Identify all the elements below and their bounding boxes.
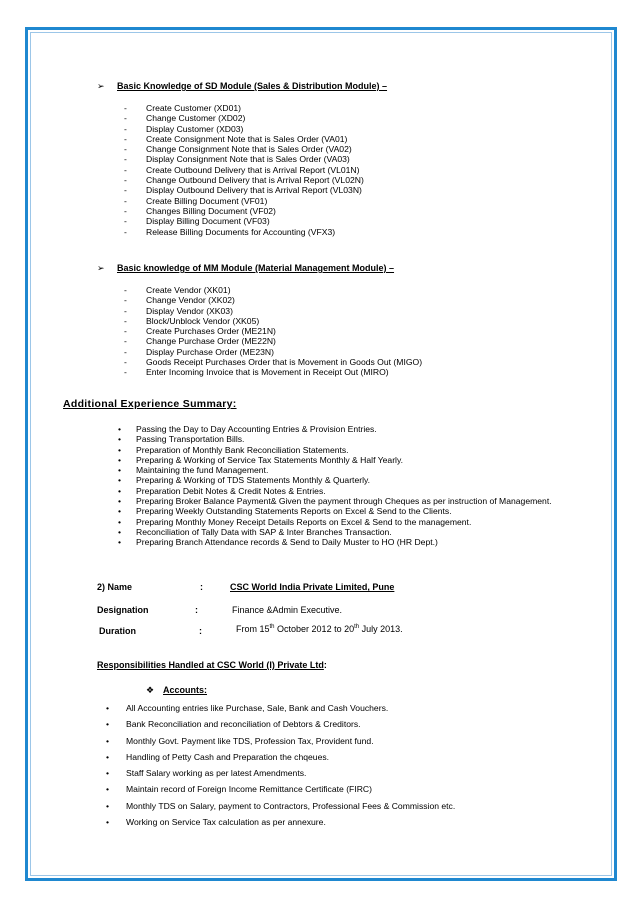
list-item <box>124 216 364 227</box>
designation-value: Finance &Admin Executive. <box>232 605 343 615</box>
bullet-icon: • <box>118 454 122 465</box>
list-item <box>124 154 364 165</box>
list-item <box>124 144 364 155</box>
list-item-text: Enter Incoming Invoice that is Movement in Receipt Out (MIRO) <box>146 367 389 378</box>
list-item <box>106 751 455 767</box>
list-item <box>124 226 364 237</box>
dash-bullet-icon: - <box>124 357 127 368</box>
list-item-text: Preparing & Working of TDS Statements Monthly & Quarterly. <box>136 475 371 486</box>
dash-bullet-icon: - <box>124 133 127 144</box>
list-item <box>124 123 364 134</box>
list-item <box>124 205 364 216</box>
bullet-icon: • <box>106 800 110 811</box>
list-item-text: Maintain record of Foreign Income Remittance Certificate (FIRC) <box>126 784 372 795</box>
list-item-text: Preparing Branch Attendance records & Send to Daily Muster to HO (HR Dept.) <box>136 537 438 548</box>
dash-bullet-icon: - <box>124 175 127 186</box>
list-item-text: Preparing Monthly Money Receipt Details Reports on Excel & Send to the management. <box>136 516 472 527</box>
list-item <box>124 113 364 124</box>
list-item-text: Monthly Govt. Payment like TDS, Profession Tax, Provident fund. <box>126 735 374 746</box>
list-item-text: Working on Service Tax calculation as per annexure. <box>126 817 326 828</box>
bullet-icon: • <box>106 768 110 779</box>
list-item <box>124 103 364 113</box>
dash-bullet-icon: - <box>124 144 127 155</box>
dash-bullet-icon: - <box>124 195 127 206</box>
dash-bullet-icon: - <box>124 336 127 347</box>
dash-bullet-icon: - <box>124 326 127 337</box>
list-item <box>124 315 422 326</box>
list-item-text: Bank Reconciliation and reconciliation of Debtors & Creditors. <box>126 719 361 730</box>
list-item-text: Change Consignment Note that is Sales Order (VA02) <box>146 144 352 155</box>
bullet-icon: • <box>106 784 110 795</box>
duration-value: From 15th October 2012 to 20th July 2013. <box>236 624 403 634</box>
bullet-icon: • <box>118 537 122 548</box>
list-item-text: Preparing Broker Balance Payment& Given the payment through Cheques as per instruction of Management. <box>136 496 552 507</box>
name-label: 2) Name <box>97 582 133 592</box>
list-item <box>118 496 586 507</box>
dash-bullet-icon: - <box>124 216 127 227</box>
bullet-icon: • <box>118 506 122 517</box>
list-item-text: Maintaining the fund Management. <box>136 465 269 476</box>
list-item-text: Change Customer (XD02) <box>146 113 246 124</box>
list-item <box>124 346 422 357</box>
dash-bullet-icon: - <box>124 164 127 175</box>
list-item <box>124 133 364 144</box>
bullet-icon: • <box>118 485 122 496</box>
list-item-text: Change Purchase Order (ME22N) <box>146 336 276 347</box>
sd-module-heading: Basic Knowledge of SD Module (Sales & Distribution Module) – <box>117 81 388 91</box>
list-item-text: Block/Unblock Vendor (XK05) <box>146 315 260 326</box>
bullet-icon: • <box>118 434 122 445</box>
duration-colon: : <box>199 626 202 636</box>
list-item <box>106 767 455 783</box>
dash-bullet-icon: - <box>124 295 127 306</box>
bullet-icon: • <box>118 424 122 434</box>
bullet-icon: • <box>118 496 122 507</box>
dash-bullet-icon: - <box>124 205 127 216</box>
list-item-text: Preparing & Working of Service Tax Statements Monthly & Half Yearly. <box>136 454 404 465</box>
list-item <box>118 485 586 496</box>
list-item-text: Display Consignment Note that is Sales Order (VA03) <box>146 154 350 165</box>
duration-label: Duration <box>99 626 136 636</box>
list-item <box>124 367 422 378</box>
additional-experience-heading: Additional Experience Summary: <box>63 398 237 410</box>
list-item-text: Create Vendor (XK01) <box>146 285 231 295</box>
list-item <box>124 336 422 347</box>
name-colon: : <box>200 582 203 592</box>
list-item <box>124 357 423 368</box>
bullet-icon: • <box>118 516 122 527</box>
responsibilities-heading: Responsibilities Handled at CSC World (I) Private Ltd: <box>97 660 327 670</box>
bullet-icon: • <box>106 735 110 746</box>
list-item-text: Display Customer (XD03) <box>146 123 244 134</box>
list-item <box>118 506 586 517</box>
list-item-text: Create Purchases Order (ME21N) <box>146 326 276 337</box>
bullet-icon: • <box>106 703 110 713</box>
responsibilities-list <box>106 702 456 832</box>
designation-colon: : <box>195 605 198 615</box>
dash-bullet-icon: - <box>124 315 127 326</box>
list-item <box>106 702 455 718</box>
list-item <box>124 164 364 175</box>
dash-bullet-icon: - <box>124 113 127 124</box>
mm-module-list <box>124 285 423 378</box>
list-item <box>124 175 364 186</box>
employer-name: CSC World India Private Limited, Pune <box>230 582 395 592</box>
list-item <box>124 185 364 196</box>
list-item <box>124 285 422 295</box>
list-item <box>124 305 422 316</box>
dash-bullet-icon: - <box>124 305 127 316</box>
bullet-icon: • <box>118 444 122 455</box>
sd-module-list <box>124 103 364 237</box>
list-item <box>124 195 364 206</box>
list-item-text: Display Billing Document (VF03) <box>146 216 270 227</box>
list-item-text: Preparation Debit Notes & Credit Notes & Entries. <box>136 485 326 496</box>
list-item <box>118 444 586 455</box>
list-item <box>106 816 455 832</box>
additional-experience-list <box>118 424 586 548</box>
dash-bullet-icon: - <box>124 367 127 378</box>
list-item <box>118 465 586 476</box>
designation-label: Designation <box>97 605 149 615</box>
bullet-icon: • <box>106 719 110 730</box>
list-item-text: Passing Transportation Bills. <box>136 434 245 445</box>
bullet-icon: • <box>106 751 110 762</box>
diamond-bullet-icon: ❖ <box>146 685 155 695</box>
list-item-text: Display Purchase Order (ME23N) <box>146 346 274 357</box>
list-item <box>106 800 456 816</box>
list-item <box>106 718 455 734</box>
list-item-text: All Accounting entries like Purchase, Sale, Bank and Cash Vouchers. <box>126 703 389 713</box>
dash-bullet-icon: - <box>124 123 127 134</box>
bullet-icon: • <box>106 817 110 828</box>
list-item <box>118 424 586 434</box>
list-item-text: Release Billing Documents for Accounting (VFX3) <box>146 226 336 237</box>
dash-bullet-icon: - <box>124 346 127 357</box>
list-item <box>124 295 422 306</box>
dash-bullet-icon: - <box>124 226 127 237</box>
list-item-text: Preparing Weekly Outstanding Statements Reports on Excel & Send to the Clients. <box>136 506 452 517</box>
list-item-text: Changes Billing Document (VF02) <box>146 205 276 216</box>
list-item <box>118 454 586 465</box>
dash-bullet-icon: - <box>124 154 127 165</box>
list-item-text: Create Customer (XD01) <box>146 103 242 113</box>
list-item-text: Staff Salary working as per latest Amendments. <box>126 768 307 779</box>
list-item-text: Passing the Day to Day Accounting Entries & Provision Entries. <box>136 424 377 434</box>
list-item <box>118 526 586 537</box>
arrow-bullet-icon: ➢ <box>97 263 105 273</box>
list-item-text: Reconciliation of Tally Data with SAP & Inter Branches Transaction. <box>136 526 392 537</box>
list-item <box>106 735 455 751</box>
list-item-text: Display Vendor (XK03) <box>146 305 233 316</box>
list-item <box>106 783 455 799</box>
list-item-text: Create Outbound Delivery that is Arrival Report (VL01N) <box>146 164 360 175</box>
list-item-text: Change Outbound Delivery that is Arrival Report (VL02N) <box>146 175 364 186</box>
dash-bullet-icon: - <box>124 285 127 295</box>
dash-bullet-icon: - <box>124 185 127 196</box>
list-item-text: Create Billing Document (VF01) <box>146 195 268 206</box>
list-item <box>118 516 586 527</box>
bullet-icon: • <box>118 526 122 537</box>
list-item <box>118 537 586 548</box>
list-item-text: Preparation of Monthly Bank Reconciliation Statements. <box>136 444 349 455</box>
list-item <box>118 434 586 445</box>
list-item-text: Monthly TDS on Salary, payment to Contractors, Professional Fees & Commission etc. <box>126 800 456 811</box>
list-item-text: Change Vendor (XK02) <box>146 295 235 306</box>
bullet-icon: • <box>118 475 122 486</box>
list-item-text: Handling of Petty Cash and Preparation the chqeues. <box>126 751 330 762</box>
dash-bullet-icon: - <box>124 103 127 113</box>
mm-module-heading: Basic knowledge of MM Module (Material Management Module) – <box>117 263 395 273</box>
arrow-bullet-icon: ➢ <box>97 81 105 91</box>
accounts-subheading: Accounts: <box>163 685 208 695</box>
list-item <box>118 475 586 486</box>
list-item-text: Display Outbound Delivery that is Arrival Report (VL03N) <box>146 185 362 196</box>
list-item-text: Create Consignment Note that is Sales Order (VA01) <box>146 133 348 144</box>
list-item-text: Goods Receipt Purchases Order that is Movement in Goods Out (MIGO) <box>146 357 423 368</box>
list-item <box>124 326 422 337</box>
bullet-icon: • <box>118 465 122 476</box>
